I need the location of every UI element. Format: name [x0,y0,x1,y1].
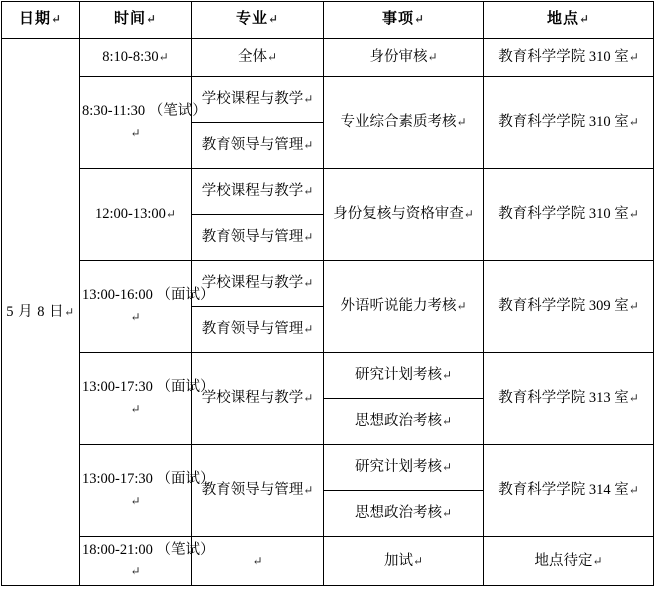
paragraph-mark-icon [579,12,590,26]
cell-date: 5 月 8 日 ↵ [2,39,80,586]
paragraph-mark-icon [414,12,425,26]
paragraph-mark-icon [267,50,277,64]
cell-item: 研究计划考核 ↵ [324,353,484,399]
cell-place: 教育科学学院 310 室 ↵ [484,39,654,77]
cell-major: 学校课程与教学 ↵ [192,353,324,445]
cell-item: 专业综合素质考核 ↵ [324,77,484,169]
table-row [2,169,654,215]
paragraph-mark-icon [629,483,639,497]
paragraph-mark-icon [130,402,140,416]
paragraph-mark-icon [303,138,313,152]
cell-place: 教育科学学院 310 室 ↵ [484,169,654,261]
column-header-major: 专业 ↵ [192,2,324,39]
paragraph-mark-icon [427,50,437,64]
table-header-row [2,2,654,39]
cell-item: 身份复核与资格审查 ↵ [324,169,484,261]
paragraph-mark-icon [592,554,602,568]
paragraph-mark-icon [64,305,75,319]
cell-item: 思想政治考核 ↵ [324,399,484,445]
paragraph-mark-icon [303,230,313,244]
paragraph-mark-icon [303,391,313,405]
paragraph-mark-icon [629,391,639,405]
table-header [2,2,654,39]
cell-time: 8:30-11:30 （笔试） ↵ [80,77,192,169]
cell-item: 身份审核 ↵ [324,39,484,77]
column-header-place: 地点 ↵ [484,2,654,39]
cell-major: 教育领导与管理 ↵ [192,307,324,353]
cell-major: 教育领导与管理 ↵ [192,215,324,261]
paragraph-mark-icon [303,184,313,198]
cell-major: 教育领导与管理 ↵ [192,123,324,169]
cell-major: 教育领导与管理 ↵ [192,445,324,537]
paragraph-mark-icon [413,554,423,568]
table-row [2,261,654,307]
cell-major: 学校课程与教学 ↵ [192,261,324,307]
cell-time: 18:00-21:00 （笔试） ↵ [80,537,192,586]
table-row [2,39,654,77]
paragraph-mark-icon [166,207,176,221]
paragraph-mark-icon [303,322,313,336]
paragraph-mark-icon [442,414,452,428]
paragraph-mark-icon [442,506,452,520]
paragraph-mark-icon [130,494,140,508]
paragraph-mark-icon [303,483,313,497]
paragraph-mark-icon [303,92,313,106]
paragraph-mark-icon [130,126,140,140]
cell-item: 加试 ↵ [324,537,484,586]
table-row [2,445,654,491]
paragraph-mark-icon [252,554,262,568]
paragraph-mark-icon [130,310,140,324]
document-page [0,1,655,606]
cell-item: 思想政治考核 ↵ [324,491,484,537]
paragraph-mark-icon [442,460,452,474]
paragraph-mark-icon [130,564,140,578]
cell-place: 教育科学学院 313 室 ↵ [484,353,654,445]
cell-place: 教育科学学院 314 室 ↵ [484,445,654,537]
cell-place: 地点待定 ↵ [484,537,654,586]
cell-major: 学校课程与教学 ↵ [192,77,324,123]
cell-time: 13:00-17:30 （面试） ↵ [80,445,192,537]
cell-item: 外语听说能力考核 ↵ [324,261,484,353]
table-row [2,537,654,586]
cell-place: 教育科学学院 309 室 ↵ [484,261,654,353]
cell-place: 教育科学学院 310 室 ↵ [484,77,654,169]
paragraph-mark-icon [51,12,62,26]
cell-time: 12:00-13:00 ↵ [80,169,192,261]
table-row [2,353,654,399]
cell-time: 13:00-17:30 （面试） ↵ [80,353,192,445]
cell-item: 研究计划考核 ↵ [324,445,484,491]
paragraph-mark-icon [464,207,474,221]
table-body [2,39,654,586]
cell-time: 13:00-16:00 （面试） ↵ [80,261,192,353]
cell-major: 全体 ↵ [192,39,324,77]
paragraph-mark-icon [629,207,639,221]
column-header-time: 时间 ↵ [80,2,192,39]
paragraph-mark-icon [146,12,157,26]
paragraph-mark-icon [629,299,639,313]
column-header-date: 日期 ↵ [2,2,80,39]
paragraph-mark-icon [159,50,169,64]
paragraph-mark-icon [268,12,279,26]
table-row [2,77,654,123]
paragraph-mark-icon [629,115,639,129]
paragraph-mark-icon [303,276,313,290]
paragraph-mark-icon [456,115,466,129]
column-header-item: 事项 ↵ [324,2,484,39]
cell-time: 8:10-8:30 ↵ [80,39,192,77]
paragraph-mark-icon [629,50,639,64]
exam-schedule-table [1,1,654,586]
paragraph-mark-icon [442,368,452,382]
paragraph-mark-icon [456,299,466,313]
cell-major: 学校课程与教学 ↵ [192,169,324,215]
